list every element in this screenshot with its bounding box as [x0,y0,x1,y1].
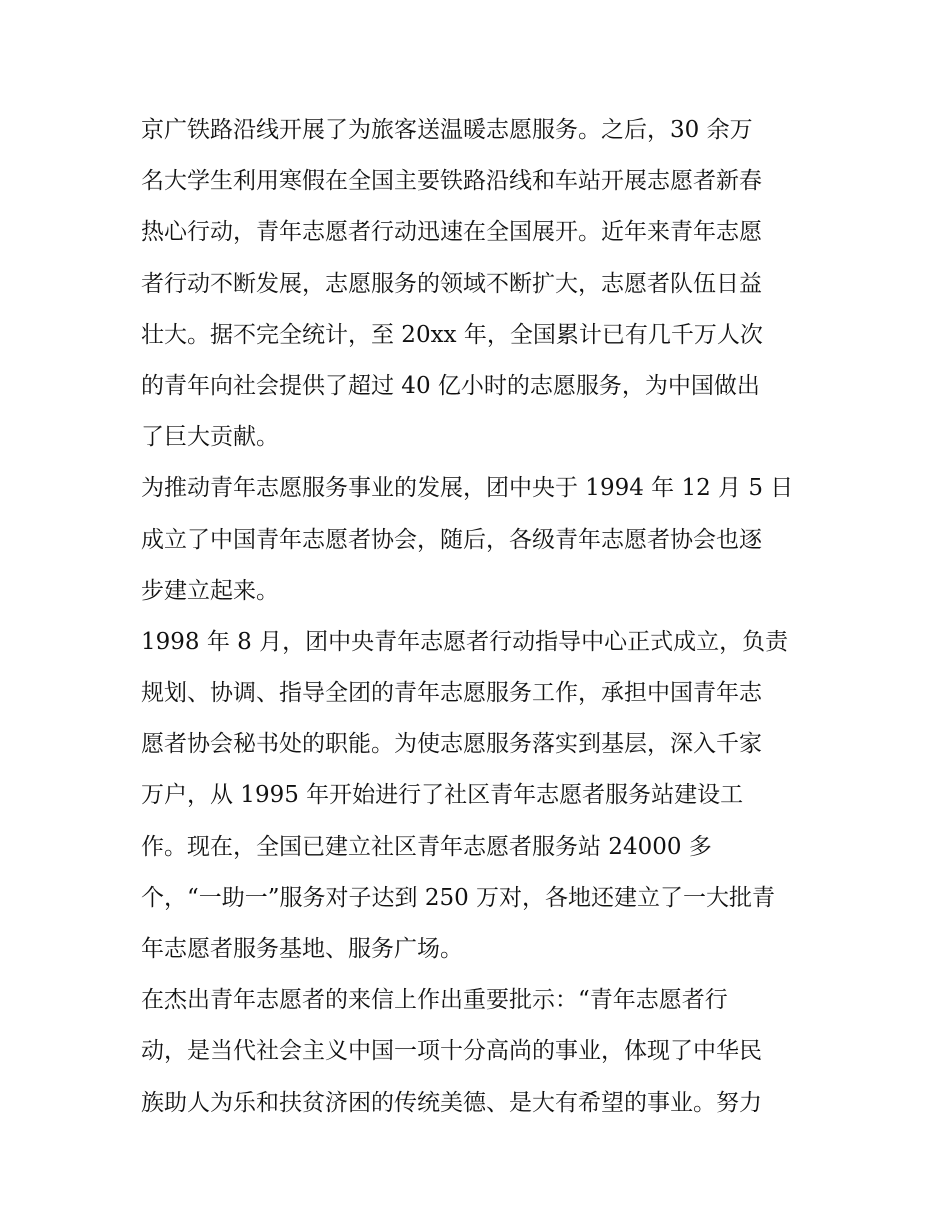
text-line: 步建立起来。 [141,577,279,604]
text-line: 者行动不断发展，志愿服务的领域不断扩大，志愿者队伍日益 [141,270,762,297]
text-line: 热心行动，青年志愿者行动迅速在全国展开。近年来青年志愿 [141,219,762,246]
text-line: 在杰出青年志愿者的来信上作出重要批示：“青年志愿者行 [141,987,728,1014]
document-body [141,105,821,1129]
text-line: 壮大。据不完全统计，至 20xx 年，全国累计已有几千万人次 [141,321,763,348]
text-line: 了巨大贡献。 [141,424,279,451]
text-line: 规划、协调、指导全团的青年志愿服务工作，承担中国青年志 [141,680,762,707]
text-line: 作。现在，全国已建立社区青年志愿者服务站 24000 多 [141,833,712,860]
text-line: 年志愿者服务基地、服务广场。 [141,936,463,962]
text-line: 族助人为乐和扶贫济困的传统美德、是大有希望的事业。努力 [141,1089,762,1116]
text-line: 愿者协会秘书处的职能。为使志愿服务落实到基层，深入千家 [141,731,762,758]
text-line: 京广铁路沿线开展了为旅客送温暖志愿服务。之后，30 余万 [141,117,753,143]
text-line: 万户，从 1995 年开始进行了社区青年志愿者服务站建设工 [141,782,744,809]
text-line: 的青年向社会提供了超过 40 亿小时的志愿服务，为中国做出 [141,372,760,399]
text-line: 个，“一助一”服务对子达到 250 万对，各地还建立了一大批青 [141,884,776,911]
text-line: 动，是当代社会主义中国一项十分高尚的事业，体现了中华民 [141,1038,762,1065]
text-line: 成立了中国青年志愿者协会，随后，各级青年志愿者协会也逐 [141,526,762,553]
text-line: 为推动青年志愿服务事业的发展，团中央于 1994 年 12 月 5 日 [141,475,794,502]
text-line: 1998 年 8 月，团中央青年志愿者行动指导中心正式成立，负责 [141,628,789,655]
text-line: 名大学生利用寒假在全国主要铁路沿线和车站开展志愿者新春 [141,168,762,195]
